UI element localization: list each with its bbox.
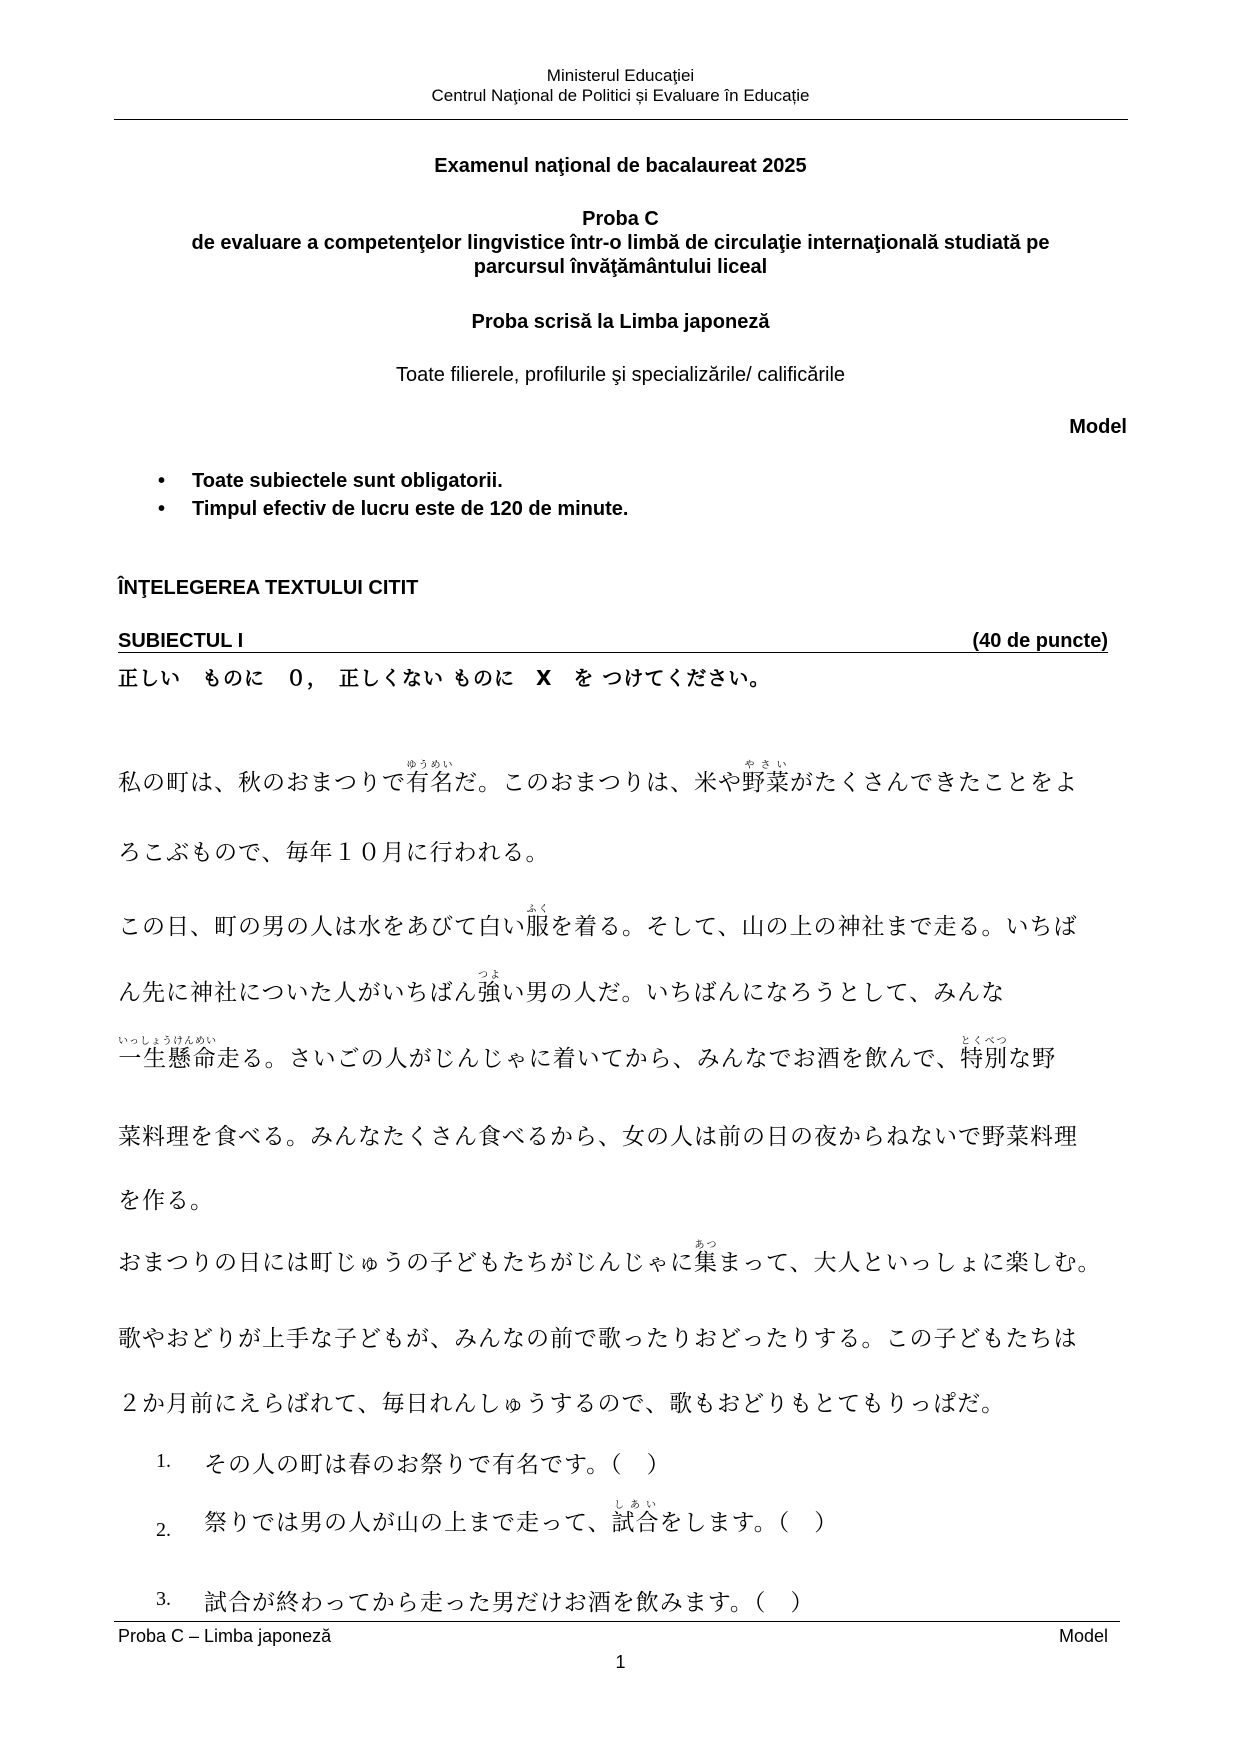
passage-line: この日、町の男の人は水をあびて白い服ふくを着る。そして、山の上の神社まで走る。いちば (118, 904, 1078, 940)
proba-title: Proba C (582, 208, 659, 230)
furigana-word: 強つよ (477, 970, 502, 1006)
proba-description-line2: parcursul învăţământului liceal (473, 256, 768, 278)
subject-rule (118, 652, 1108, 653)
furigana-word: 特別とくべつ (960, 1036, 1009, 1072)
filiere-text: Toate filierele, profilurile şi specializările/ calificările (395, 364, 846, 386)
passage-line: ろこぶもので、毎年１０月に行われる。 (118, 840, 550, 866)
furigana-word: 試合しあい (611, 1500, 660, 1536)
header-ministry: Ministerul Educaţiei (546, 66, 695, 85)
question-text: 祭りでは男の人が山の上まで走って、試合しあいをします。（ ） (204, 1500, 839, 1536)
model-label: Model (1069, 416, 1127, 438)
rule-item (158, 498, 629, 521)
rule-text: Toate subiectele sunt obligatorii. (192, 470, 503, 492)
proba-description-line1: de evaluare a competenţelor lingvistice într-o limbă de circulaţie internaţională studiată pe (191, 232, 1050, 254)
footer-left: Proba C – Limba japoneză (118, 1626, 332, 1646)
section-title: ÎNŢELEGEREA TEXTULUI CITIT (118, 577, 419, 599)
header-rule (114, 119, 1128, 120)
question-number: 2. (156, 1519, 171, 1541)
question-text: その人の町は春のお祭りで有名です。（ ） (204, 1452, 671, 1478)
furigana-word: 野菜やさい (742, 760, 790, 796)
exam-title: Examenul naţional de bacalaureat 2025 (434, 155, 807, 177)
bullet-icon: • (158, 470, 166, 492)
furigana-word: 一生懸命いっしょうけんめい (118, 1036, 217, 1072)
subject-title: Proba scrisă la Limba japoneză (471, 311, 770, 333)
passage-line: 一生懸命いっしょうけんめい走る。さいごの人がじんじゃに着いてから、みんなでお酒を飲んで、特別とくべつな野 (118, 1036, 1057, 1072)
passage-line: 私の町は、秋のおまつりで有名ゆうめいだ。このおまつりは、米や野菜やさいがたくさんできたことをよ (118, 760, 1078, 796)
rule-item (158, 470, 503, 493)
question-number: 1. (156, 1450, 171, 1472)
page-number: 1 (615, 1652, 626, 1672)
points-label: (40 de puncte) (972, 630, 1108, 652)
passage-line: を作る。 (118, 1188, 214, 1214)
subject-label: SUBIECTUL I (118, 630, 244, 652)
instruction-text: 正しい ものに ０， 正しくない ものに X を つけてください。 (118, 666, 771, 690)
passage-line: ん先に神社についた人がいちばん強つよい男の人だ。いちばんになろうとして、みんな (118, 970, 1006, 1006)
furigana-word: 服ふく (526, 904, 550, 940)
furigana-word: 有名ゆうめい (406, 760, 454, 796)
passage-line: ２か月前にえらばれて、毎日れんしゅうするので、歌もおどりもとてもりっぱだ。 (118, 1391, 1006, 1417)
passage-line: おまつりの日には町じゅうの子どもたちがじんじゃに集あつまって、大人といっしょに楽しむ。 (118, 1240, 1102, 1276)
bullet-icon: • (158, 498, 166, 520)
rule-text: Timpul efectiv de lucru este de 120 de minute. (192, 498, 629, 520)
passage-line: 歌やおどりが上手な子どもが、みんなの前で歌ったりおどったりする。この子どもたちは (118, 1326, 1078, 1352)
passage-line: 菜料理を食べる。みんなたくさん食べるから、女の人は前の日の夜からねないで野菜料理 (118, 1124, 1078, 1150)
furigana-word: 集あつ (694, 1240, 718, 1276)
footer-right: Model (1058, 1626, 1108, 1646)
question-text: 試合が終わってから走った男だけお酒を飲みます。（ ） (204, 1590, 815, 1616)
header-center: Centrul Naţional de Politici și Evaluare în Educație (431, 86, 810, 105)
question-number: 3. (156, 1588, 171, 1610)
footer-rule (114, 1621, 1120, 1622)
